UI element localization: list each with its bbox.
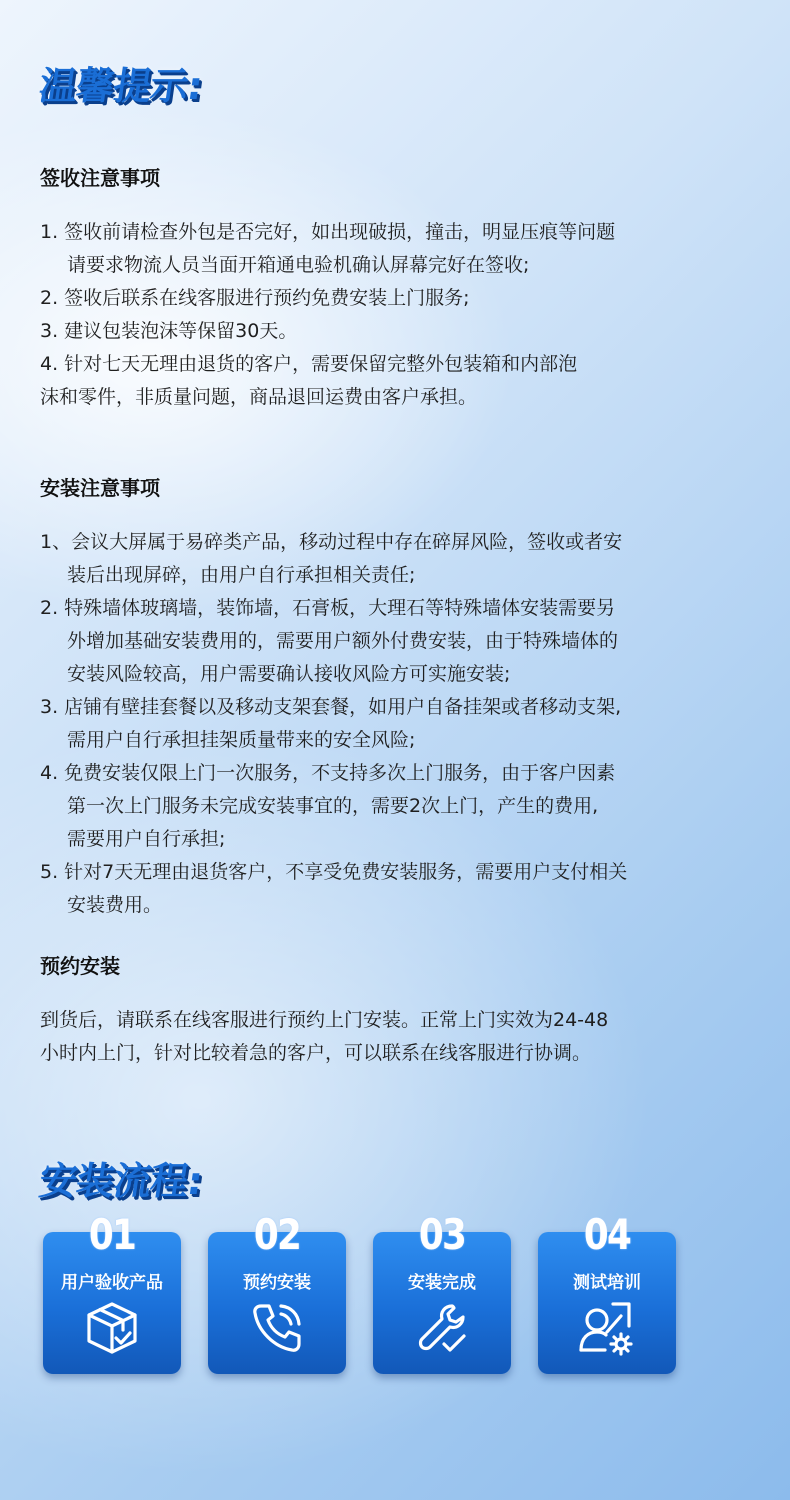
install-item-2-cont: 安装风险较高，用户需要确认接收风险方可实施安装; (67, 663, 511, 685)
booking-line: 到货后，请联系在线客服进行预约上门安装。正常上门实效为24-48 (40, 1009, 609, 1031)
install-item-1-cont: 装后出现屏碎，由用户自行承担相关责任; (67, 564, 416, 586)
sign-item-4: 4. 针对七天无理由退货的客户，需要保留完整外包装箱和内部泡 (40, 353, 578, 375)
sign-item-2: 2. 签收后联系在线客服进行预约免费安装上门服务; (40, 287, 470, 309)
install-item-4-cont: 需要用户自行承担; (67, 828, 226, 850)
sign-item-3: 3. 建议包装泡沫等保留30天。 (40, 320, 298, 342)
wrench-check-icon (412, 1298, 472, 1358)
install-item-5: 5. 针对7天无理由退货客户，不享受免费安装服务，需要用户支付相关 (40, 861, 628, 883)
step-card-4 (538, 1210, 676, 1374)
step-card-3 (373, 1210, 511, 1374)
step-number: 04 (583, 1210, 631, 1259)
install-item-5-cont: 安装费用。 (67, 894, 163, 916)
install-item-1: 1、会议大屏属于易碎类产品，移动过程中存在碎屏风险，签收或者安 (40, 531, 623, 553)
sign-item-1-cont: 请要求物流人员当面开箱通电验机确认屏幕完好在签收; (67, 254, 530, 276)
step-card-2 (208, 1210, 346, 1374)
install-item-4-cont: 第一次上门服务未完成安装事宜的，需要2次上门，产生的费用, (67, 795, 599, 817)
install-item-2-cont: 外增加基础安装费用的，需要用户额外付费安装，由于特殊墙体的 (67, 630, 619, 652)
step-number: 02 (253, 1210, 301, 1259)
install-item-3-cont: 需用户自行承担挂架质量带来的安全风险; (67, 729, 416, 751)
install-item-3: 3. 店铺有壁挂套餐以及移动支架套餐，如用户自备挂架或者移动支架, (40, 696, 622, 718)
step-label: 测试培训 (573, 1273, 641, 1293)
sign-section-heading: 签收注意事项 (40, 166, 160, 190)
process-title: 安装流程: (36, 1159, 205, 1203)
install-item-2: 2. 特殊墙体玻璃墙，装饰墙，石膏板，大理石等特殊墙体安装需要另 (40, 597, 616, 619)
package-check-icon (82, 1298, 142, 1358)
install-item-4: 4. 免费安装仅限上门一次服务，不支持多次上门服务，由于客户因素 (40, 762, 616, 784)
step-label: 预约安装 (243, 1273, 311, 1293)
user-training-icon (577, 1298, 637, 1358)
install-section-list (40, 526, 627, 922)
sign-section-list (40, 216, 615, 414)
step-number: 01 (88, 1210, 136, 1259)
booking-line: 小时内上门，针对比较着急的客户，可以联系在线客服进行协调。 (40, 1042, 592, 1064)
step-label: 用户验收产品 (61, 1273, 163, 1293)
booking-section-heading: 预约安装 (40, 954, 120, 978)
booking-section-text (40, 1004, 608, 1070)
step-card-1 (43, 1210, 181, 1374)
phone-icon (247, 1298, 307, 1358)
sign-item-4-cont: 沫和零件，非质量问题，商品退回运费由客户承担。 (40, 386, 478, 408)
step-label: 安装完成 (408, 1273, 476, 1293)
install-section-heading: 安装注意事项 (40, 476, 160, 500)
reminder-title: 温馨提示: (36, 64, 205, 108)
step-number: 03 (418, 1210, 466, 1259)
sign-item-1: 1. 签收前请检查外包是否完好，如出现破损，撞击，明显压痕等问题 (40, 221, 616, 243)
